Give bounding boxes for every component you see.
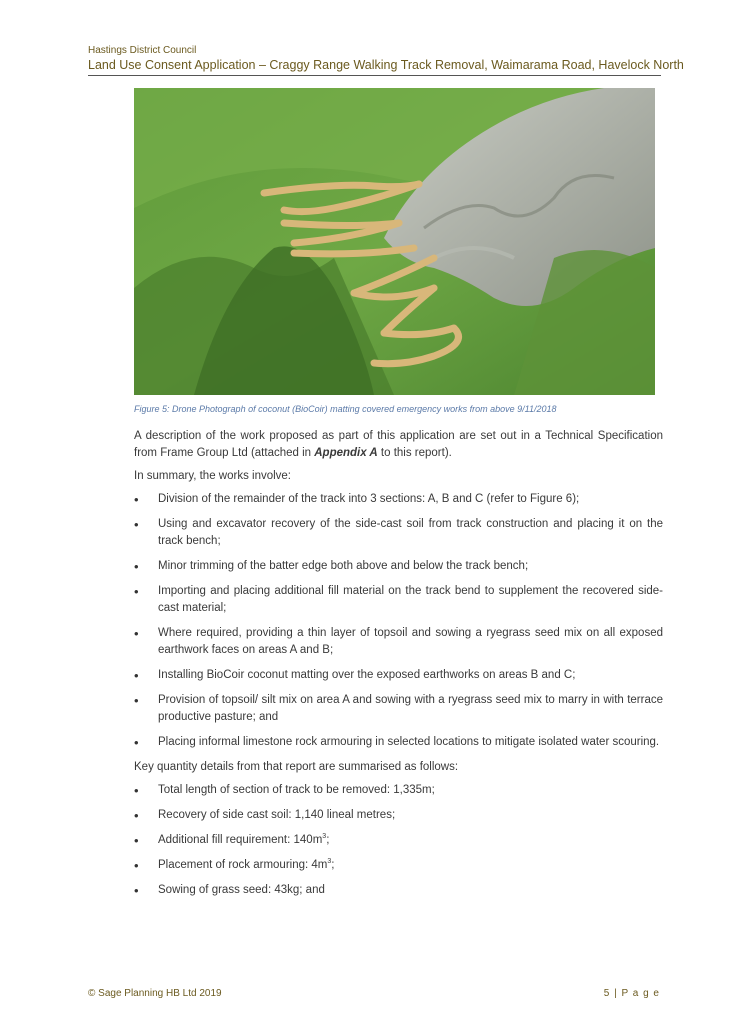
list-item: [134, 832, 663, 849]
header-organisation: Hastings District Council: [88, 45, 197, 56]
list-item: • Where required, providing a thin layer of topsoil and sowing a ryegrass seed mix on all exposed earthwork faces on areas A and B;: [134, 625, 663, 659]
figure-caption: Figure 5: Drone Photograph of coconut (BioCoir) matting covered emergency works from above 9/11/2018: [134, 404, 557, 414]
intro-text-end: to this report).: [377, 447, 452, 459]
quantity-lead: Key quantity details from that report are summarised as follows:: [134, 761, 459, 773]
list-item: • Minor trimming of the batter edge both above and below the track bench;: [134, 558, 663, 575]
summary-lead: In summary, the works involve:: [134, 470, 292, 482]
list-item: • Importing and placing additional fill material on the track bend to supplement the recovered side-cast material;: [134, 583, 663, 617]
list-item: • Sowing of grass seed: 43kg; and: [134, 882, 663, 899]
quantities-list: [134, 782, 663, 899]
superscript: 3: [327, 858, 332, 866]
quantity-text: Additional fill requirement: 140m: [158, 834, 323, 846]
header-title: Land Use Consent Application – Craggy Range Walking Track Removal, Waimarama Road, Havelock North: [88, 58, 684, 72]
intro-text: A description of the work proposed as part of this application are set out in a Technical Specification from Frame Group Ltd (attached in: [134, 430, 663, 459]
intro-paragraph: [134, 428, 663, 462]
appendix-reference: Appendix A: [314, 447, 378, 459]
drone-photograph: [134, 88, 655, 395]
list-item: • Division of the remainder of the track into 3 sections: A, B and C (refer to Figure 6);: [134, 491, 663, 508]
footer-page-number: 5 | P a g e: [603, 988, 660, 999]
superscript: 3: [322, 833, 327, 841]
list-item: • Using and excavator recovery of the side-cast soil from track construction and placing it on the track bench;: [134, 516, 663, 550]
footer-copyright: © Sage Planning HB Ltd 2019: [88, 988, 222, 999]
header-divider: [88, 75, 661, 76]
list-item: • Provision of topsoil/ silt mix on area A and sowing with a ryegrass seed mix to marry in with terrace productive pasture; and: [134, 692, 663, 726]
document-body: [134, 428, 663, 907]
quantity-text: Placement of rock armouring: 4m: [158, 859, 328, 871]
list-item: • Recovery of side cast soil: 1,140 lineal metres;: [134, 807, 663, 824]
quantity-text-end: ;: [331, 859, 335, 871]
list-item: [134, 857, 663, 874]
list-item: • Installing BioCoir coconut matting over the exposed earthworks on areas B and C;: [134, 667, 663, 684]
list-item: • Total length of section of track to be removed: 1,335m;: [134, 782, 663, 799]
quantity-text-end: ;: [326, 834, 330, 846]
works-list: [134, 491, 663, 751]
drone-photograph-drawing: [134, 88, 655, 395]
list-item: • Placing informal limestone rock armouring in selected locations to mitigate isolated water scouring.: [134, 734, 663, 751]
